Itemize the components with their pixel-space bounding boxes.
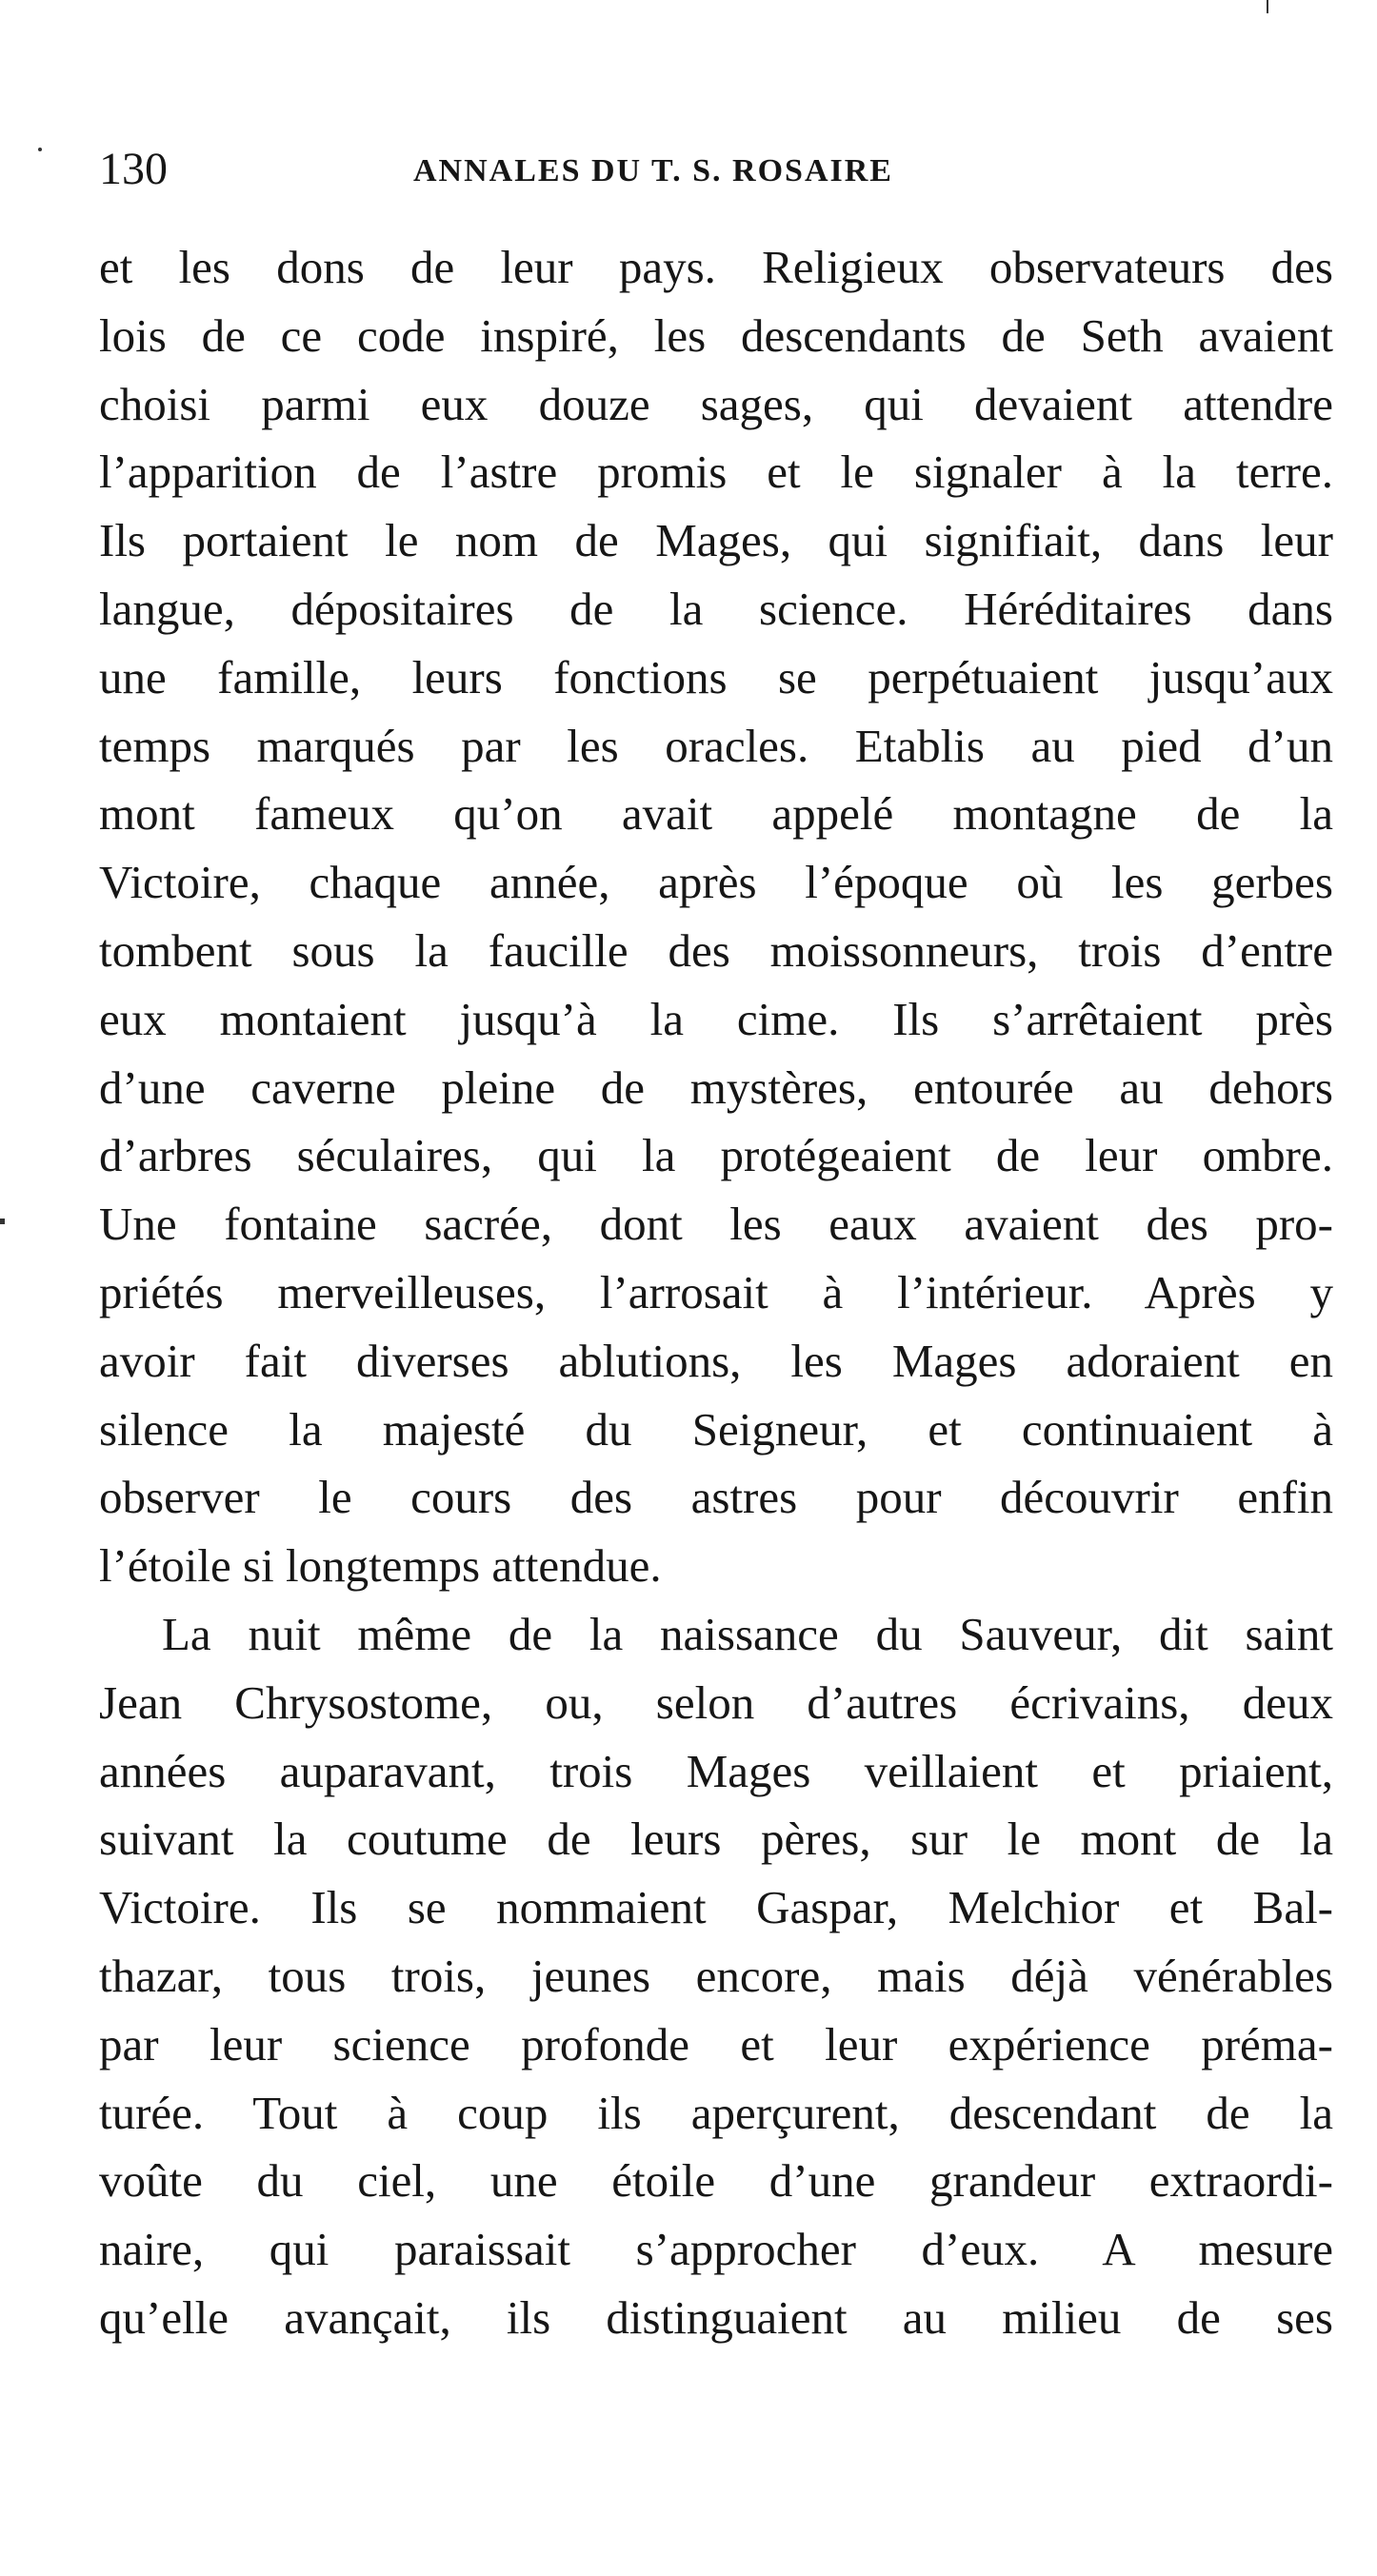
text-line: Ils portaient le nom de Mages, qui signifiait, dans leur xyxy=(99,514,1333,567)
text-line: qu’elle avançait, ils distinguaient au milieu de ses xyxy=(99,2290,1333,2344)
margin-mark-side xyxy=(0,1219,5,1224)
body-text xyxy=(99,233,1333,2352)
page-number: 130 xyxy=(99,144,168,194)
text-line: La nuit même de la naissance du Sauveur, dit saint xyxy=(162,1607,1333,1660)
text-line: une famille, leurs fonctions se perpétuaient jusqu’aux xyxy=(99,650,1333,703)
text-line: avoir fait diverses ablutions, les Mages adoraient en xyxy=(99,1334,1333,1387)
text-line: l’étoile si longtemps attendue. xyxy=(99,1539,662,1593)
text-line: suivant la coutume de leurs pères, sur le mont de la xyxy=(99,1813,1333,1866)
running-title: ANNALES DU T. S. ROSAIRE xyxy=(413,153,893,188)
text-line: naire, qui paraissait s’approcher d’eux. A mesure xyxy=(99,2223,1333,2276)
text-line: d’une caverne pleine de mystères, entourée au dehors xyxy=(99,1060,1333,1114)
text-line: lois de ce code inspiré, les descendants de Seth avaient xyxy=(99,308,1333,362)
text-line: Victoire, chaque année, après l’époque où les gerbes xyxy=(99,856,1333,909)
text-line: choisi parmi eux douze sages, qui devaient attendre xyxy=(99,377,1333,430)
text-line: thazar, tous trois, jeunes encore, mais déjà vénérables xyxy=(99,1949,1333,2002)
text-line: l’apparition de l’astre promis et le signaler à la terre. xyxy=(99,446,1333,499)
text-line: eux montaient jusqu’à la cime. Ils s’arrêtaient près xyxy=(99,992,1333,1045)
text-line: temps marqués par les oracles. Etablis au pied d’un xyxy=(99,719,1333,772)
paragraph xyxy=(99,233,1333,1600)
margin-mark-left xyxy=(38,148,42,151)
text-line: tombent sous la faucille des moissonneurs, trois d’entre xyxy=(99,923,1333,977)
text-line: voûte du ciel, une étoile d’une grandeur extraordi- xyxy=(99,2154,1333,2208)
text-line: par leur science profonde et leur expérience préma- xyxy=(99,2017,1333,2071)
paragraph xyxy=(99,1600,1333,2352)
text-line: et les dons de leur pays. Religieux observateurs des xyxy=(99,241,1333,293)
text-line: Jean Chrysostome, ou, selon d’autres écrivains, deux xyxy=(99,1675,1333,1729)
text-line: années auparavant, trois Mages veillaient et priaient, xyxy=(99,1744,1333,1797)
text-line: priétés merveilleuses, l’arrosait à l’intérieur. Après y xyxy=(99,1265,1333,1318)
text-line: d’arbres séculaires, qui la protégeaient de leur ombre. xyxy=(99,1129,1333,1182)
text-line: observer le cours des astres pour découvrir enfin xyxy=(99,1471,1333,1524)
text-line: langue, dépositaires de la science. Héréditaires dans xyxy=(99,582,1333,635)
page-header xyxy=(99,141,1337,198)
text-line: mont fameux qu’on avait appelé montagne de la xyxy=(99,787,1333,841)
margin-mark-top xyxy=(1267,0,1268,13)
text-line: silence la majesté du Seigneur, et continuaient à xyxy=(99,1402,1333,1456)
text-line: Victoire. Ils se nommaient Gaspar, Melchior et Bal- xyxy=(99,1881,1333,1934)
text-line: turée. Tout à coup ils aperçurent, descendant de la xyxy=(99,2086,1333,2139)
text-line: Une fontaine sacrée, dont les eaux avaient des pro- xyxy=(99,1198,1333,1251)
